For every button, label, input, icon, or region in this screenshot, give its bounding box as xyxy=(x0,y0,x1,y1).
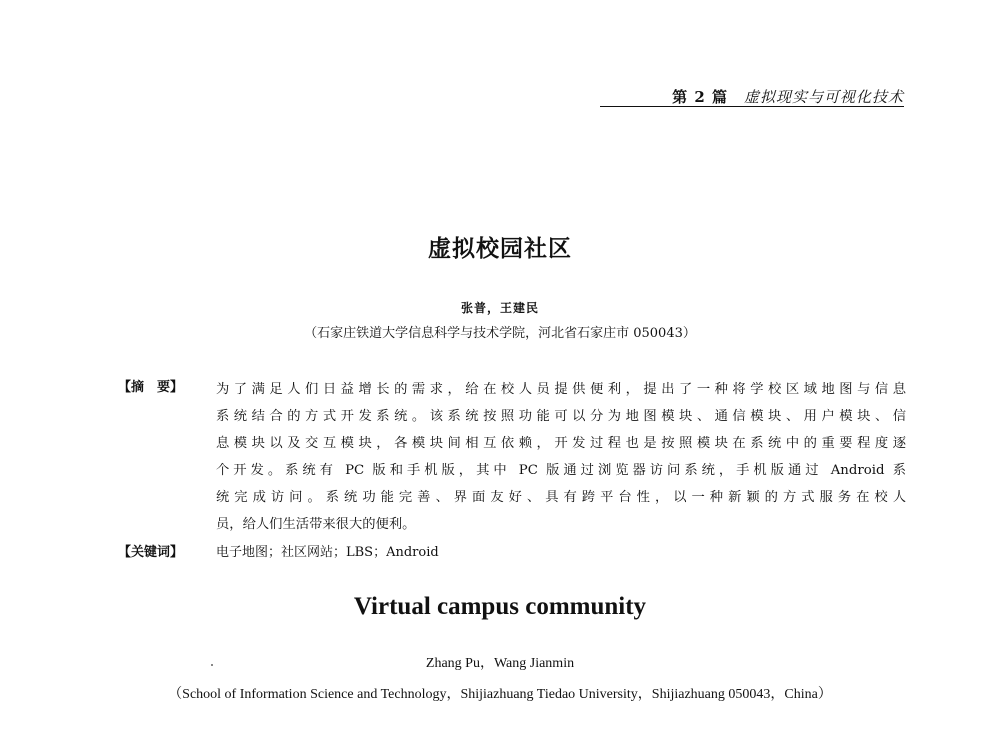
abstract-text xyxy=(216,376,906,538)
running-header xyxy=(600,86,904,107)
abstract-line: 息模块以及交互模块，各模块间相互依赖，开发过程也是按照模块在系统中的重要程度逐 xyxy=(216,436,906,451)
abstract-line: 为了满足人们日益增长的需求，给在校人员提供便利，提出了一种将学校区域地图与信息 xyxy=(216,382,906,397)
authors-english: Zhang Pu，Wang Jianmin xyxy=(425,656,575,671)
abstract-line: 系统结合的方式开发系统。该系统按照功能可以分为地图模块、通信模块、用户模块、信 xyxy=(216,409,906,424)
affiliation-chinese: （石家庄铁道大学信息科学与技术学院，河北省石家庄市 050043） xyxy=(304,326,696,341)
header-section: 虚拟现实与可视化技术 xyxy=(743,88,904,106)
header-part: 第 2 篇 xyxy=(672,88,728,106)
abstract-line: 员，给人们生活带来很大的便利。 xyxy=(216,517,416,532)
paper-title-chinese: 虚拟校园社区 xyxy=(428,236,572,262)
abstract-line: 统完成访问。系统功能完善、界面友好、具有跨平台性，以一种新颖的方式服务在校人 xyxy=(216,490,906,505)
authors-chinese: 张普，王建民 xyxy=(460,301,539,315)
keywords-text: 电子地图；社区网站；LBS；Android xyxy=(216,545,439,560)
abstract-line: 个开发。系统有 PC 版和手机版，其中 PC 版通过浏览器访问系统，手机版通过 Android 系 xyxy=(216,463,906,478)
affiliation-english: （School of Information Science and Technology，Shijiazhuang Tiedao University，Shijiazhuang 050043，China） xyxy=(168,687,832,702)
paper-title-english: Virtual campus community xyxy=(353,593,647,620)
abstract-label: 【摘 要】 xyxy=(118,380,184,395)
keywords-label: 【关键词】 xyxy=(118,545,184,560)
